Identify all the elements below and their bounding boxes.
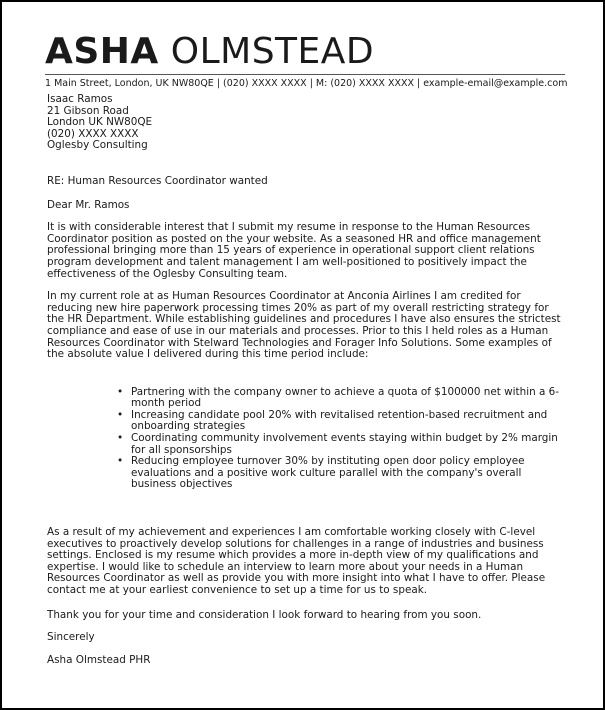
- applicant-first-name: ASHA: [45, 31, 159, 72]
- bullet-icon: •: [117, 455, 124, 468]
- list-item-text: Coordinating community involvement events staying within budget by 2% margin for all sponsorships: [131, 432, 558, 456]
- thank-you-line: Thank you for your time and consideration I look forward to hearing from you soon.: [47, 608, 482, 621]
- applicant-contact-line: 1 Main Street, London, UK NW80QE | (020) XXXX XXXX | M: (020) XXXX XXXX | example-email@example.com: [45, 74, 565, 90]
- salutation: Dear Mr. Ramos: [47, 198, 130, 211]
- recipient-street: 21 Gibson Road: [47, 104, 129, 117]
- list-item: [117, 387, 567, 410]
- list-item-text: Reducing employee turnover 30% by instituting open door policy employee evaluations and a positive work culture parallel with the company's overall business objectives: [131, 455, 525, 491]
- bullet-icon: •: [117, 432, 124, 445]
- list-item-text: Increasing candidate pool 20% with revitalised retention-based recruitment and onboarding strategies: [131, 408, 548, 433]
- applicant-name: [45, 32, 565, 72]
- recipient-company: Oglesby Consulting: [47, 139, 148, 152]
- list-item: [117, 410, 567, 433]
- letter-body: [47, 94, 567, 666]
- recipient-name: Isaac Ramos: [47, 93, 113, 105]
- list-item: [117, 456, 567, 491]
- experience-paragraph: In my current role at as Human Resources Coordinator at Anconia Airlines I am credited for reducing new hire paperwork processing times 20% as part of my overall restricting strategy for the HR Department. While establishing guidelines and procedures I have also ensures the strictest compliance and ease of use in our materials and processes. Prior to this I held roles as a Human Resources Coordinator with Stelward Technologies and Forager Info Solutions. Some examples of the absolute value I delivered during this time period include:: [47, 290, 561, 361]
- signature-name: Asha Olmstead PHR: [47, 653, 151, 666]
- recipient-address: [47, 94, 567, 152]
- applicant-last-name: OLMSTEAD: [170, 31, 375, 72]
- list-item: [117, 433, 567, 456]
- bullet-icon: •: [117, 408, 124, 421]
- subject-line: RE: Human Resources Coordinator wanted: [47, 174, 268, 187]
- achievements-list: [47, 387, 567, 491]
- recipient-city: London UK NW80QE: [47, 116, 153, 129]
- closing-paragraph: As a result of my achievement and experiences I am comfortable working closely with C-level executives to proactively develop solutions for challenges in a range of industries and business settings. Enclosed is my resume which provides a more in-depth view of my qualifications and expertise. I would like to schedule an interview to learn more about your needs in a Human Resources Coordinator as well as provide you with more insight into what I have to offer. Please contact me at your earliest convenience to set up a time for us to speak.: [47, 526, 546, 596]
- recipient-phone: (020) XXXX XXXX: [47, 127, 139, 140]
- sign-off: Sincerely: [47, 631, 95, 644]
- letterhead: [45, 31, 568, 90]
- intro-paragraph: It is with considerable interest that I submit my resume in response to the Human Resources Coordinator position as posted on the your website. As a seasoned HR and office management professional bringing more than 15 years of experience in operational support client relations program development and talent management I am well-positioned to positively impact the effectiveness of the Oglesby Consulting team.: [47, 221, 541, 280]
- list-item-text: Partnering with the company owner to achieve a quota of $100000 net within a 6-month period: [131, 385, 560, 410]
- bullet-icon: •: [117, 385, 124, 398]
